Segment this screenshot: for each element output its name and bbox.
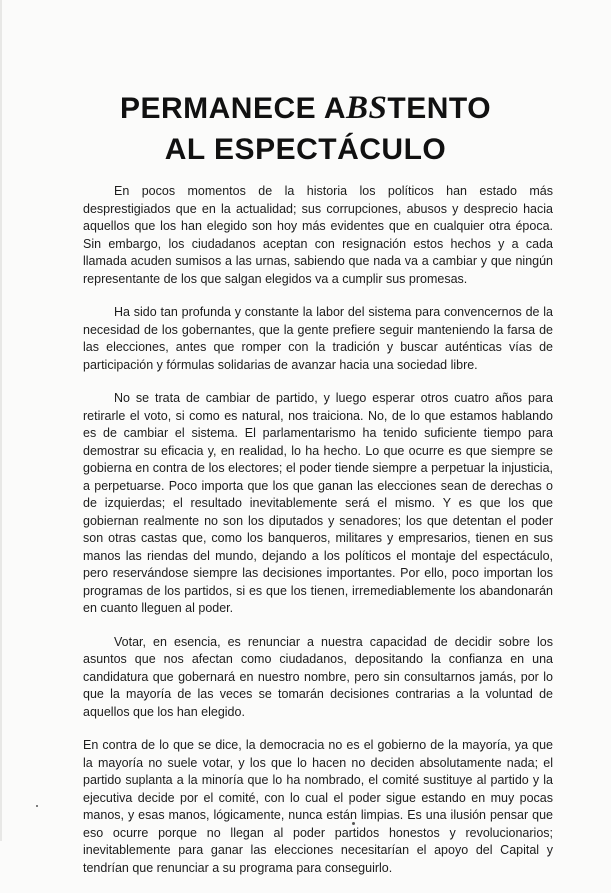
scan-speck bbox=[36, 805, 38, 807]
paragraph-1: En pocos momentos de la historia los políticos han estado más desprestigiados que en la actualidad; sus corrupciones, abusos y desprecio hacia aquellos que los han elegido son hoy más evidentes que en cualquier otra época. Sin embargo, los ciudadanos aceptan con resignación estos hechos y a cada llamada acuden sumisos a las urnas, sabiendo que nada va a cambiar y que ningún representante de los que salgan elegidos va a cumplir sus promesas. bbox=[83, 184, 553, 286]
paragraph-4: Votar, en esencia, es renunciar a nuestra capacidad de decidir sobre los asuntos que nos afectan como ciudadanos, depositando la confianza en una candidatura que gobernará en nuestro nombre, pero sin consultarnos jamás, por lo que la mayoría de las veces se tomarán decisiones contrarias a la voluntad de aquellos que los han elegido. bbox=[83, 634, 553, 719]
title-part-1: PERMANECE A bbox=[119, 92, 347, 125]
title-styled-letters: BS bbox=[346, 90, 388, 126]
paragraph-2: Ha sido tan profunda y constante la labor del sistema para convencernos de la necesidad de los gobernantes, que la gente prefiere seguir manteniendo la farsa de las elecciones, antes que romper con la tradición y buscar auténticas vías de participación y fórmulas solidarias de avanzar hacia una sociedad libre. bbox=[83, 305, 553, 372]
paragraph-3: No se trata de cambiar de partido, y luego esperar otros cuatro años para retirarle el voto, si como es natural, nos traiciona. No, de lo que estamos hablando es de cambiar el sistema. El parlamentarismo ha tenido suficiente tiempo para demostrar su eficacia y, en realidad, lo ha hecho. Lo que ocurre es que siempre se gobierna en contra de los electores; el poder tiende siempre a perpetuar la injusticia, a perpetuarse. Poco importa que los que ganan las elecciones sean de derechas o de izquierdas; el resultado inevitablemente será el mismo. Y es que los que gobiernan realmente no son los diputados y senadores; los que detentan el poder son otras castas que, como los banqueros, militares y empresarios, tienen en sus manos las riendas del mundo, dejando a los políticos el montaje del espectáculo, pero reservándose siempre las decisiones importantes. Por ello, poco importan los programas de los partidos, si es que los tienen, irremediablemente los abandonarán en cuanto lleguen al poder. bbox=[83, 391, 553, 615]
title-part-2: TENTO bbox=[387, 92, 492, 125]
paragraph-5: En contra de lo que se dice, la democracia no es el gobierno de la mayoría, ya que la mayoría no suele votar, y los que lo hacen no deciden absolutamente nada; el partido suplanta a la minoría que lo ha nombrado, el comité sustituye al partido y la ejecutiva decide por el comité, con lo cual el poder sigue estando en muy pocas manos, y esas manos, lógicamente, nunca están limpias. Es una ilusión pensar que eso ocurre porque no llegan al poder partidos honestos y revolucionarios; inevitablemente para ganar las elecciones necesitarían el apoyo del Capital y tendrían que renunciar a su programa para conseguirlo. bbox=[83, 738, 553, 875]
scan-speck bbox=[352, 822, 355, 825]
body-text bbox=[83, 183, 553, 893]
title-line-2: AL ESPECTÁCULO bbox=[164, 133, 447, 166]
title-line-1 bbox=[0, 90, 611, 127]
